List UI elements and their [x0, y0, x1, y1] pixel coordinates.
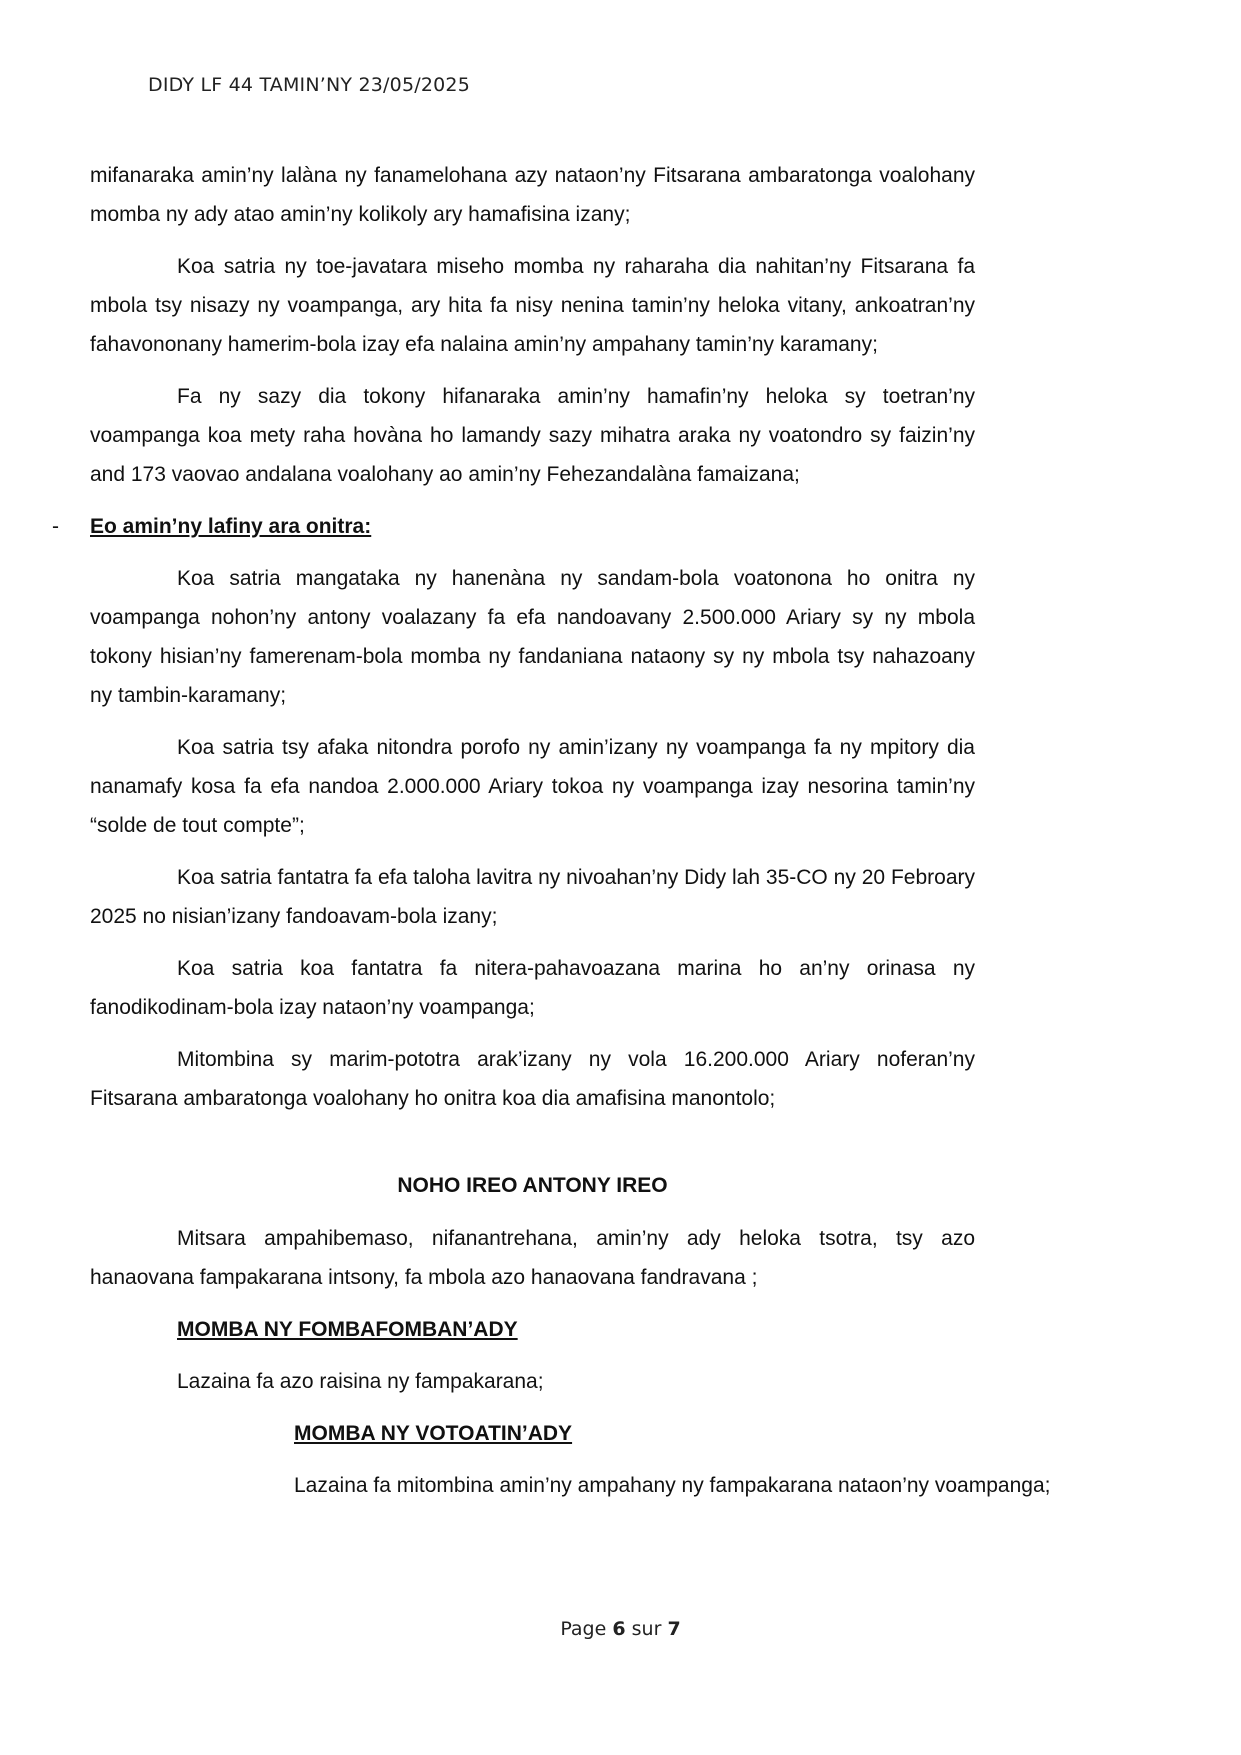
heading-votoatin-ady: MOMBA NY VOTOATIN’ADY	[294, 1422, 573, 1445]
text-fombafomban-ady: Lazaina fa azo raisina ny fampakarana;	[177, 1370, 544, 1393]
footer-current-page: 6	[612, 1618, 626, 1640]
paragraph-3: Fa ny sazy dia tokony hifanaraka amin’ny hamafin’ny heloka sy toetran’ny voampanga koa mety raha hovàna ho lamandy sazy mihatra araka ny voatondro sy faizin’ny and 173 vaovao andalana voalohany ao amin’ny Fehezandalàna famaizana;	[90, 385, 975, 486]
footer-middle: sur	[631, 1618, 662, 1640]
paragraph-1: mifanaraka amin’ny lalàna ny fanamelohana azy nataon’ny Fitsarana ambaratonga voalohany momba ny ady atao amin’ny kolikoly ary hamafisina izany;	[90, 164, 975, 226]
section-title: NOHO IREO ANTONY IREO	[397, 1174, 668, 1197]
paragraph-5: Koa satria tsy afaka nitondra porofo ny amin’izany ny voampanga fa ny mpitory dia nanamafy kosa fa efa nandoa 2.000.000 Ariary tokoa ny voampanga izay nesorina tamin’ny “solde de tout compte”;	[90, 736, 975, 837]
page-footer	[0, 1618, 1241, 1640]
footer-prefix: Page	[560, 1618, 607, 1640]
paragraph-7: Koa satria koa fantatra fa nitera-pahavoazana marina ho an’ny orinasa ny fanodikodinam-bola izay nataon’ny voampanga;	[90, 957, 975, 1019]
paragraph-2: Koa satria ny toe-javatara miseho momba ny raharaha dia nahitan’ny Fitsarana fa mbola tsy nisazy ny voampanga, ary hita fa nisy nenina tamin’ny heloka vitany, ankoatran’ny fahavononany hamerim-bola izay efa nalaina amin’ny ampahany tamin’ny karamany;	[90, 255, 975, 356]
document-body	[52, 156, 1051, 1518]
bullet-heading-onitra	[52, 507, 975, 546]
paragraph-8: Mitombina sy marim-pototra arak’izany ny vola 16.200.000 Ariary noferan’ny Fitsarana ambaratonga voalohany ho onitra koa dia amafisina manontolo;	[90, 1048, 975, 1110]
footer-total-pages: 7	[667, 1618, 681, 1640]
page-header: DIDY LF 44 TAMIN’NY 23/05/2025	[148, 74, 470, 96]
section-intro: Mitsara ampahibemaso, nifanantrehana, amin’ny ady heloka tsotra, tsy azo hanaovana fampakarana intsony, fa mbola azo hanaovana fandravana ;	[90, 1227, 975, 1289]
bullet-dash: -	[52, 515, 59, 538]
paragraph-4: Koa satria mangataka ny hanenàna ny sandam-bola voatonona ho onitra ny voampanga nohon’ny antony voalazany fa efa nandoavany 2.500.000 Ariary sy ny mbola tokony hisian’ny famerenam-bola momba ny fandaniana nataony sy ny mbola tsy nahazoany ny tambin-karamany;	[90, 567, 975, 707]
paragraph-6: Koa satria fantatra fa efa taloha lavitra ny nivoahan’ny Didy lah 35-CO ny 20 Febroary 2025 no nisian’izany fandoavam-bola izany;	[90, 866, 975, 928]
text-votoatin-ady: Lazaina fa mitombina amin’ny ampahany ny fampakarana nataon’ny voampanga;	[294, 1474, 1051, 1497]
bullet-heading-text: Eo amin’ny lafiny ara onitra:	[90, 515, 372, 538]
heading-fombafomban-ady: MOMBA NY FOMBAFOMBAN’ADY	[177, 1318, 518, 1341]
